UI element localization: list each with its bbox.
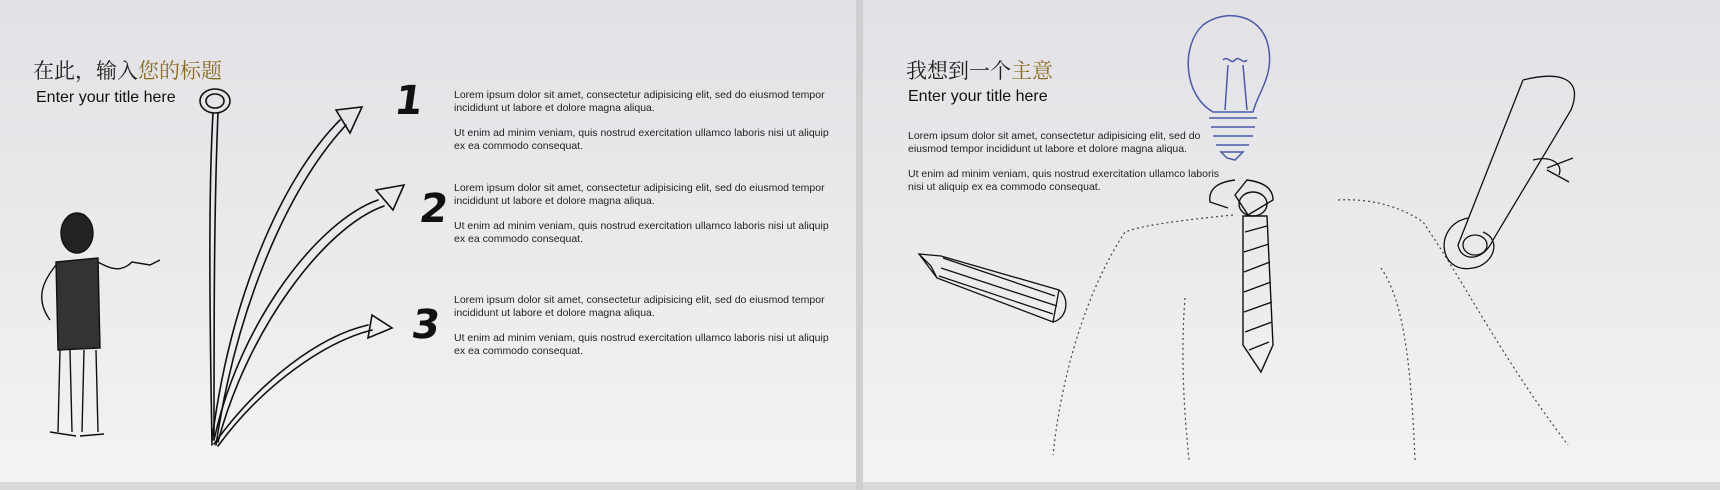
item2-para2: Ut enim ad minim veniam, quis nostrud exercitation ullamco laboris nisi ut aliquip ex ea commodo consequat. bbox=[454, 220, 829, 245]
slide-divider bbox=[856, 0, 863, 490]
pencil-icon bbox=[919, 254, 1066, 322]
item2-para1: Lorem ipsum dolor sit amet, consectetur adipisicing elit, sed do eiusmod tempor incididunt ut labore et dolore magna aliqua. bbox=[454, 182, 825, 207]
arrowhead-2-icon bbox=[376, 185, 404, 210]
number-3: 3 bbox=[408, 302, 444, 348]
diploma-scroll-icon bbox=[1444, 76, 1574, 268]
shirt-outline bbox=[1053, 200, 1568, 460]
slide2-subtitle: Enter your title here bbox=[908, 88, 1048, 105]
slide1-title-plain: 在此，输入 bbox=[33, 59, 138, 83]
arrowhead-3-icon bbox=[368, 315, 392, 338]
slide1-title-highlight: 您的标题 bbox=[138, 59, 222, 83]
slide1-subtitle: Enter your title here bbox=[36, 89, 176, 106]
number-2: 2 bbox=[416, 186, 452, 232]
item1-para1: Lorem ipsum dolor sit amet, consectetur adipisicing elit, sed do eiusmod tempor incididunt ut labore et dolore magna aliqua. bbox=[454, 89, 825, 114]
slide-1 bbox=[0, 0, 856, 482]
tie-icon bbox=[1210, 180, 1273, 372]
slide2-para1: Lorem ipsum dolor sit amet, consectetur adipisicing elit, sed do eiusmod tempor incididunt ut labore et dolore magna aliqua. bbox=[908, 130, 1201, 155]
number-1: 1 bbox=[391, 78, 427, 124]
slide2-para2: Ut enim ad minim veniam, quis nostrud exercitation ullamco laboris nisi ut aliquip ex ea commodo consequat. bbox=[908, 168, 1220, 193]
slide2-title-highlight: 主意 bbox=[1011, 59, 1053, 83]
pin-head-icon bbox=[200, 89, 230, 113]
slide2-title-plain: 我想到一个 bbox=[906, 59, 1011, 83]
slide-2 bbox=[863, 0, 1720, 482]
lightbulb-icon bbox=[1188, 16, 1269, 160]
item1-para2: Ut enim ad minim veniam, quis nostrud exercitation ullamco laboris nisi ut aliquip ex ea commodo consequat. bbox=[454, 127, 829, 152]
stick-person-icon bbox=[42, 213, 160, 436]
item3-para1: Lorem ipsum dolor sit amet, consectetur adipisicing elit, sed do eiusmod tempor incididunt ut labore et dolore magna aliqua. bbox=[454, 294, 825, 319]
item3-para2: Ut enim ad minim veniam, quis nostrud exercitation ullamco laboris nisi ut aliquip ex ea commodo consequat. bbox=[454, 332, 829, 357]
idea-sketch-illustration bbox=[863, 0, 1720, 482]
